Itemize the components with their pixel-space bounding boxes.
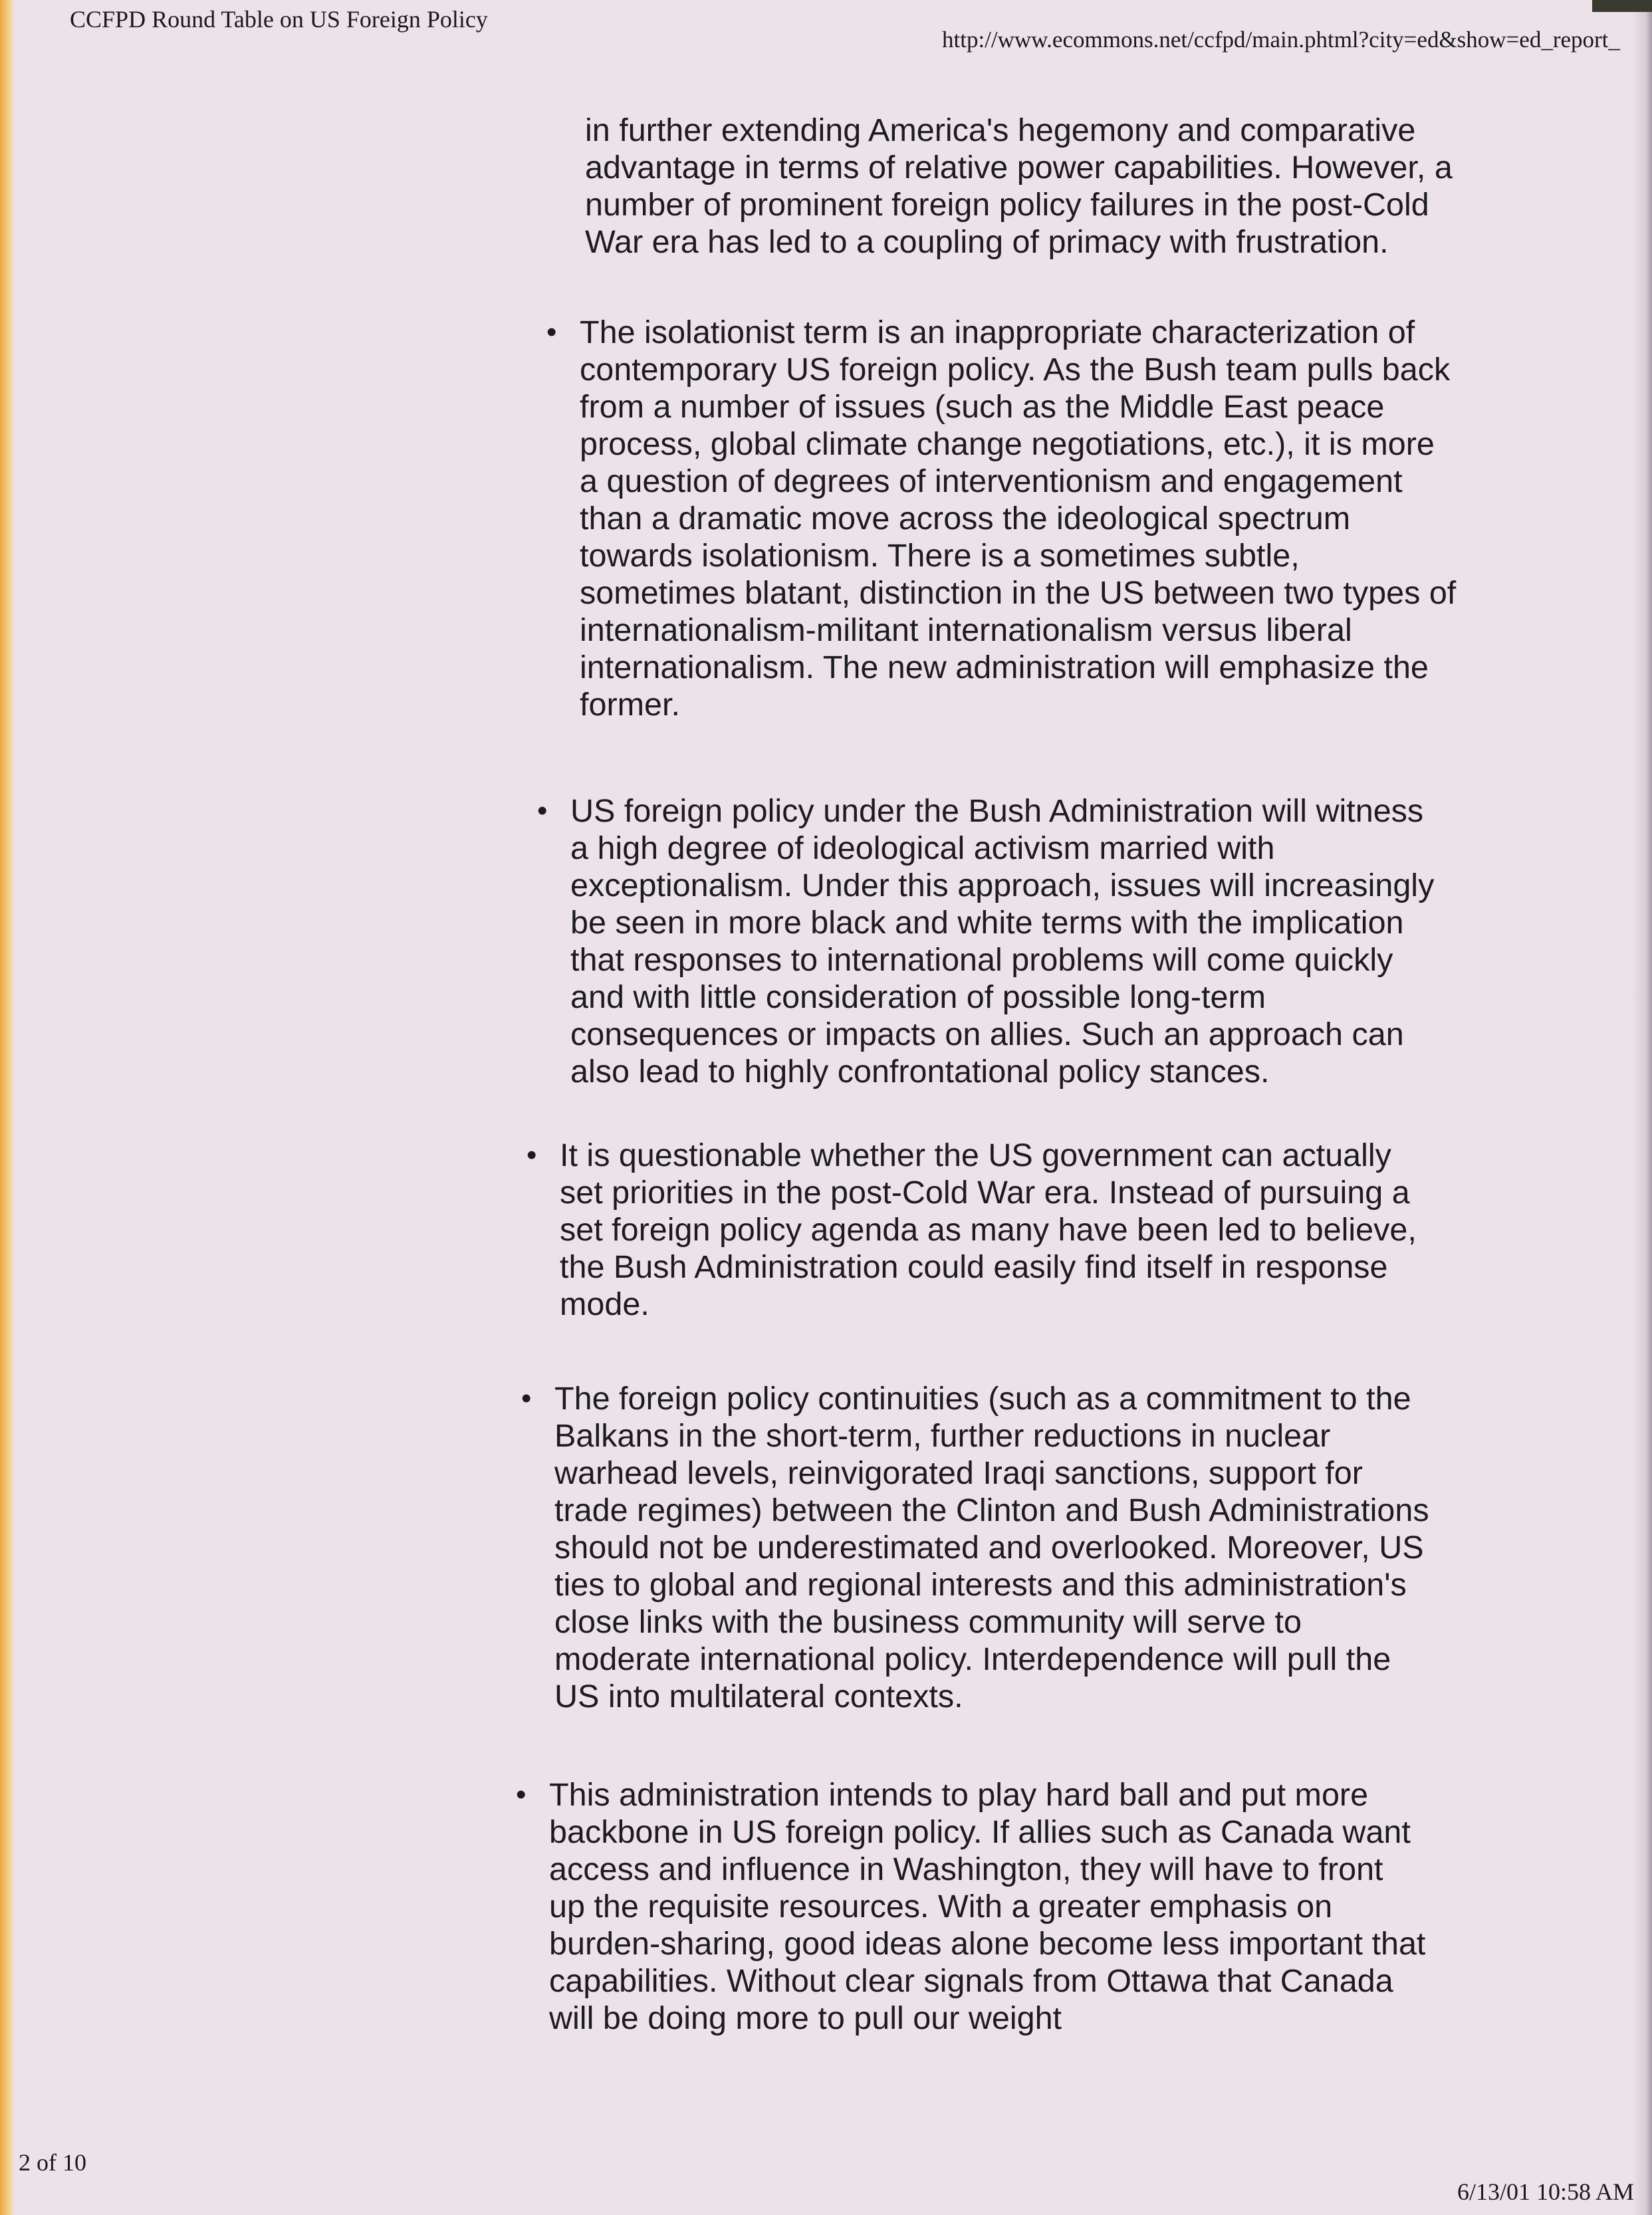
list-item-text: The isolationist term is an inappropriate characterization of contemporary US foreign policy. As the Bush team pulls back from a number of issues (such as the Middle East peace process, global climate change negotiations, etc.), it is more a question of degrees of interventionism and engagement than a dramatic move across the ideological spectrum towards isolationism. There is a sometimes subtle, sometimes blatant, distinction in the US between two types of internationalism-militant internationalism versus liberal internationalism. The new administration will emphasize the former. (580, 314, 1457, 723)
print-header (0, 0, 1652, 66)
page-title: CCFPD Round Table on US Foreign Policy (70, 6, 488, 33)
bullet-icon: • (537, 794, 548, 827)
bullet-icon: • (527, 1139, 537, 1171)
list-item-text: It is questionable whether the US government can actually set priorities in the post-Cold War era. Instead of pursuing a set foreign policy agenda as many have been led to believe, the Bush Administration could easily find itself in response mode. (560, 1137, 1417, 1322)
bullet-icon: • (521, 1382, 532, 1415)
intro-paragraph: in further extending America's hegemony and comparative advantage in terms of relative power capabilities. However, a number of prominent foreign policy failures in the post-Cold War era has led to a coupling of primacy with frustration. (585, 112, 1453, 260)
paper-edge-right (1632, 0, 1652, 2215)
list-item-text: US foreign policy under the Bush Administration will witness a high degree of ideological activism married with exceptionalism. Under this approach, issues will increasingly be seen in more black and white terms with the implication that responses to international problems will come quickly and with little consideration of possible long-term consequences or impacts on allies. Such an approach can also lead to highly confrontational policy stances. (570, 793, 1435, 1090)
list-item-text: This administration intends to play hard ball and put more backbone in US foreign policy. If allies such as Canada want access and influence in Washington, they will have to front up the requisite resources. With a greater emphasis on burden-sharing, good ideas alone become less important that capabilities. Without clear signals from Ottawa that Canada will be doing more to pull our weight (549, 1777, 1426, 2036)
page-url: http://www.ecommons.net/ccfpd/main.phtml?city=ed&show=ed_report_ (942, 27, 1620, 53)
list-item (516, 1776, 1427, 2037)
bullet-list (516, 314, 1476, 2037)
list-item-text: The foreign policy continuities (such as a commitment to the Balkans in the short-term, further reductions in nuclear warhead levels, reinvigorated Iraqi sanctions, support for trade regimes) between the Clinton and Bush Administrations should not be underestimated and overlooked. Moreover, US ties to global and regional interests and this administration's close links with the business community will serve to moderate international policy. Interdependence will pull the US into multilateral contexts. (554, 1381, 1429, 1714)
page-number: 2 of 10 (19, 2149, 86, 2176)
document-body (516, 112, 1476, 2037)
paper-edge-left (0, 0, 15, 2215)
print-timestamp: 6/13/01 10:58 AM (1457, 2178, 1635, 2205)
bullet-icon: • (516, 1778, 527, 1811)
bullet-icon: • (546, 316, 557, 348)
list-item (527, 1137, 1437, 1323)
list-item (546, 314, 1457, 723)
list-item (537, 792, 1448, 1090)
list-item (521, 1380, 1432, 1715)
